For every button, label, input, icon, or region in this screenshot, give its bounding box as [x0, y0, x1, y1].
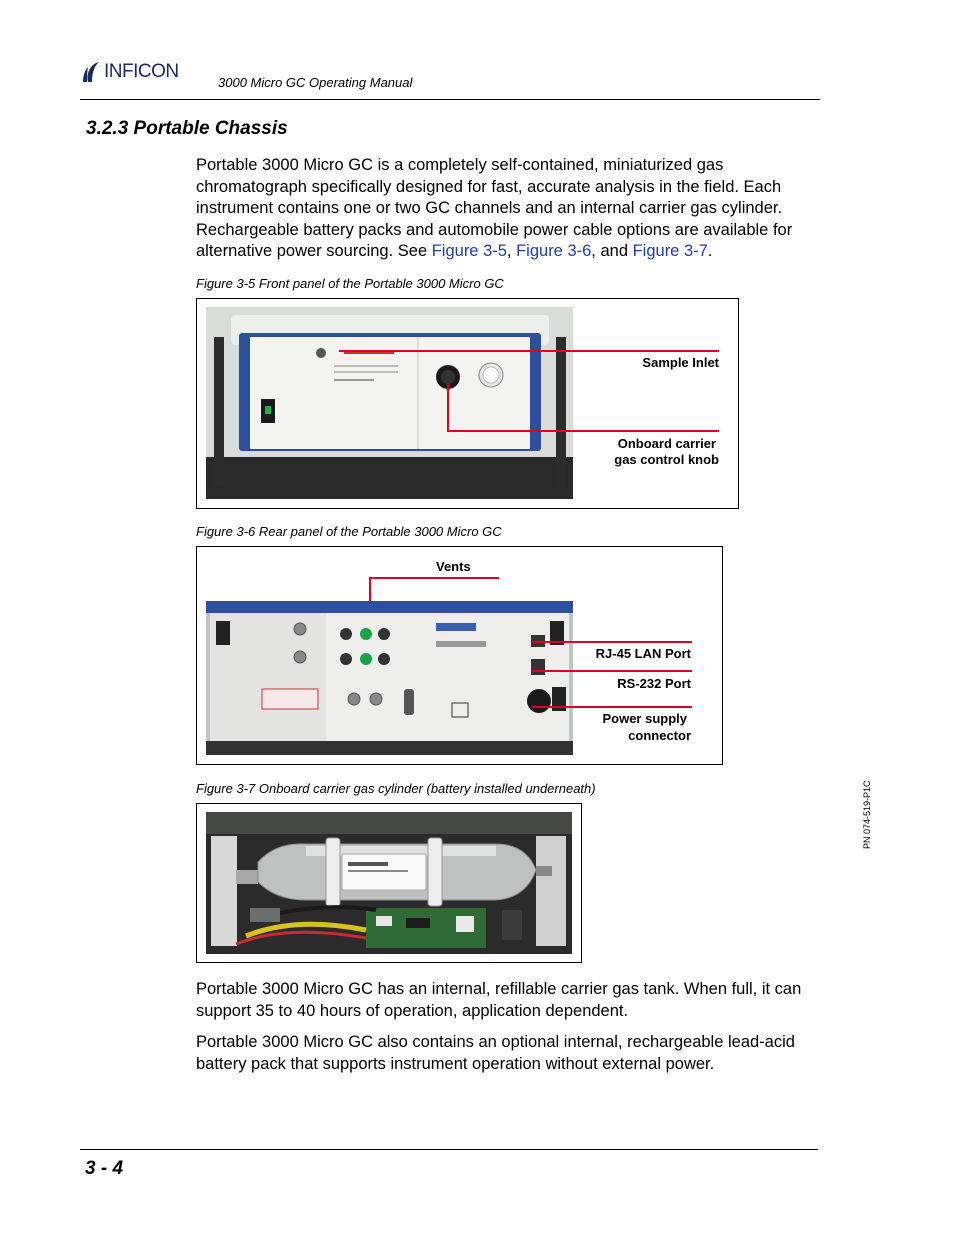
callout-vents: Vents [436, 559, 471, 574]
section-title: 3.2.3 Portable Chassis [86, 118, 288, 139]
body-paragraph-battery: Portable 3000 Micro GC also contains an optional internal, rechargeable lead-acid battery pack that supports instrument operation without external power. [196, 1033, 795, 1073]
callout-rs232-port: RS-232 Port [617, 676, 691, 691]
inficon-logo-icon [82, 60, 102, 84]
link-figure-3-5[interactable]: Figure 3-5 [431, 242, 507, 261]
figure-3-6-box [196, 546, 723, 765]
callout-gas-control-knob: gas control knob [614, 452, 719, 467]
vents-callout-line [369, 577, 499, 579]
figure-3-5-box [196, 298, 739, 509]
front-panel-photo [206, 307, 573, 499]
figure-3-7-box [196, 803, 582, 963]
carrier-knob-callout-line [447, 430, 719, 432]
link-figure-3-7[interactable]: Figure 3-7 [632, 242, 708, 261]
footer-divider [80, 1149, 818, 1150]
rs232-callout-line [532, 670, 692, 672]
figure-3-7-caption: Figure 3-7 Onboard carrier gas cylinder (battery installed underneath) [196, 781, 596, 796]
callout-rj45-lan-port: RJ-45 LAN Port [595, 646, 691, 661]
rj45-callout-line [532, 641, 692, 643]
callout-power-supply: Power supply [602, 711, 687, 726]
carrier-knob-callout-line-vertical [447, 383, 449, 431]
callout-connector: connector [628, 728, 691, 743]
intro-sep-2: , and [591, 242, 633, 261]
manual-title: 3000 Micro GC Operating Manual [218, 75, 413, 90]
rear-panel-photo [206, 601, 573, 755]
brand-name: INFICON [104, 61, 179, 82]
figure-3-5-caption: Figure 3-5 Front panel of the Portable 3000 Micro GC [196, 276, 504, 291]
power-supply-callout-line [532, 706, 692, 708]
link-figure-3-6[interactable]: Figure 3-6 [516, 242, 592, 261]
intro-end: . [707, 242, 713, 261]
inficon-logo [82, 60, 179, 84]
figure-3-6-caption: Figure 3-6 Rear panel of the Portable 3000 Micro GC [196, 524, 502, 539]
sample-inlet-callout-line [339, 350, 719, 352]
intro-text: Portable 3000 Micro GC is a completely self-contained, miniaturized gas chromatograph specifically designed for fast, accurate analysis in the field. Each instrument contains one or two GC channels and an internal carrier gas cylinder. Rechargeable battery packs and automobile power cable options are available for alternative power sourcing. See [196, 156, 793, 261]
intro-paragraph [196, 155, 821, 263]
body-paragraph-tank: Portable 3000 Micro GC has an internal, refillable carrier gas tank. When full, it can support 35 to 40 hours of operation, application dependent. [196, 980, 802, 1020]
part-number: PN 074-519-P1C [862, 780, 872, 849]
header-divider [80, 99, 820, 100]
page-number: 3 - 4 [85, 1158, 124, 1179]
intro-sep-1: , [506, 242, 517, 261]
callout-onboard-carrier: Onboard carrier [617, 436, 716, 451]
gas-cylinder-photo [206, 812, 572, 954]
callout-sample-inlet: Sample Inlet [642, 355, 719, 370]
